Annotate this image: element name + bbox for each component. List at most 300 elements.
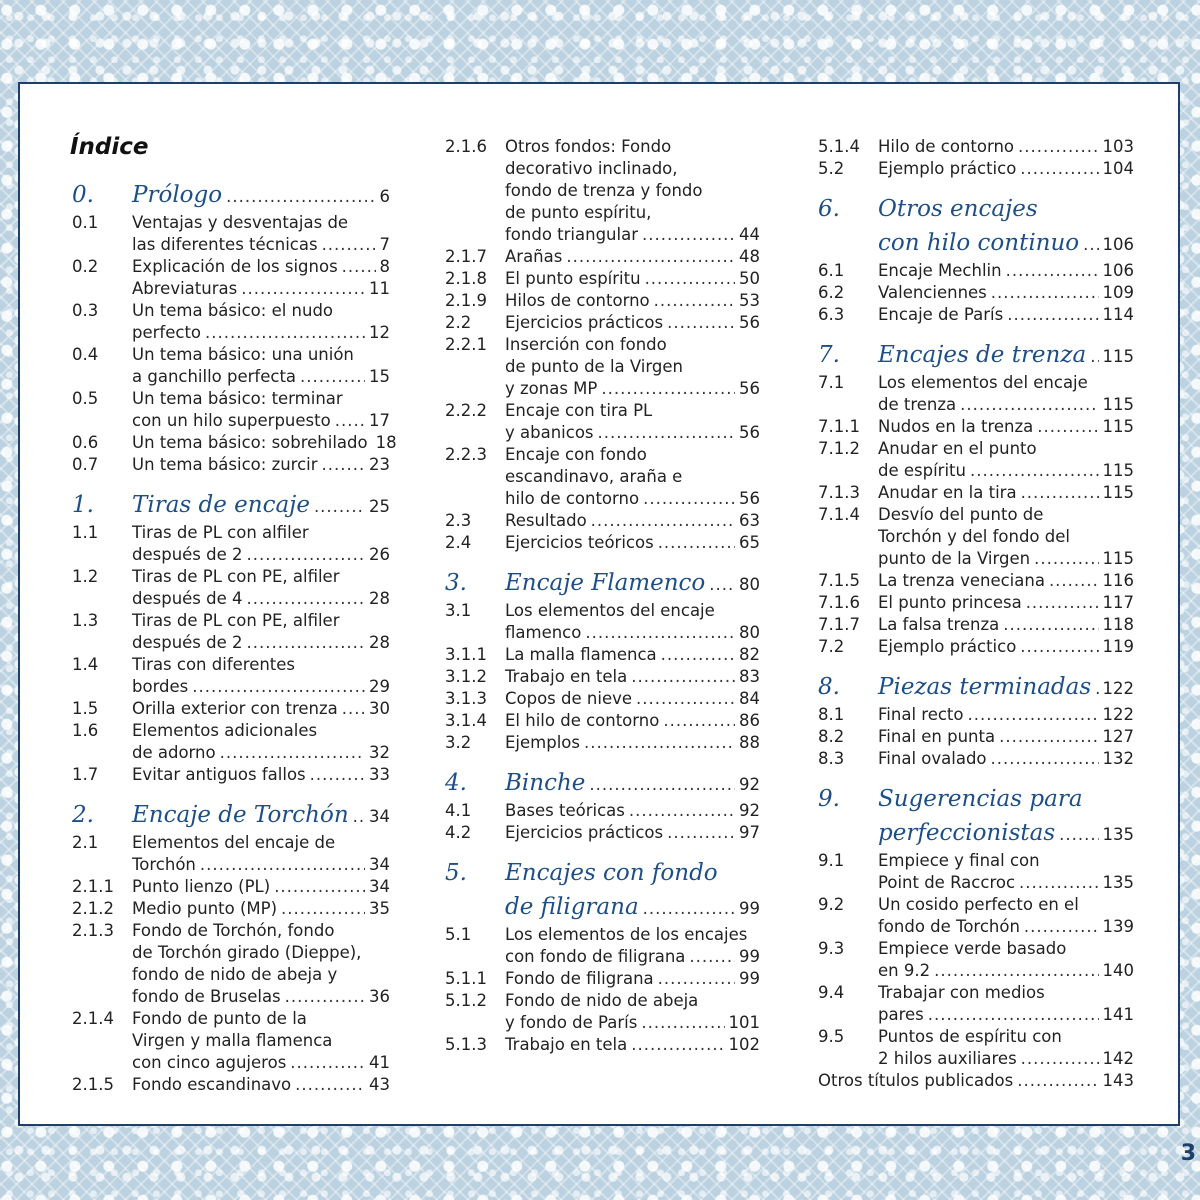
page-ref: 117 <box>1102 593 1134 612</box>
entry-number: 4.2 <box>445 823 472 842</box>
dot-leader <box>636 688 735 710</box>
page-ref: 15 <box>369 367 390 386</box>
entry-title: Tiras de PL con PE, alfiler <box>132 611 340 630</box>
entry-title: Nudos en la trenza <box>878 417 1034 436</box>
entry-number: 7.1.1 <box>818 417 860 436</box>
dot-leader <box>1059 818 1098 852</box>
page-ref: 28 <box>369 589 390 608</box>
dot-leader <box>928 1004 1099 1026</box>
page-ref: 34 <box>369 855 390 874</box>
dot-leader <box>960 394 1098 416</box>
toc-entry <box>445 268 760 290</box>
entry-title: Trabajo en tela <box>505 667 628 686</box>
entry-title: Encajes con fondo <box>505 860 718 886</box>
entry-title: fondo de Bruselas <box>132 987 281 1006</box>
dot-leader <box>1095 672 1098 706</box>
entry-number: 7.1 <box>818 373 845 392</box>
toc-entry <box>818 982 1134 1026</box>
entry-number: 7.1.7 <box>818 615 860 634</box>
toc-entry <box>72 454 390 476</box>
entry-number: 3.1.4 <box>445 711 487 730</box>
toc-entry <box>72 898 390 920</box>
page-ref: 139 <box>1102 917 1134 936</box>
entry-title: Ejemplo práctico <box>878 637 1017 656</box>
entry-number: 9.5 <box>818 1027 845 1046</box>
entry-number: 3.1.1 <box>445 645 487 664</box>
entry-number: 0.7 <box>72 455 99 474</box>
toc-entry <box>445 732 760 754</box>
dot-leader <box>200 854 365 876</box>
toc-entry <box>445 246 760 268</box>
entry-number: 1.7 <box>72 765 99 784</box>
entry-number: 2.2.1 <box>445 335 487 354</box>
index-heading: Índice <box>70 134 149 160</box>
page-ref: 12 <box>369 323 390 342</box>
entry-number: 3.1.3 <box>445 689 487 708</box>
page-ref: 92 <box>739 801 760 820</box>
entry-title: flamenco <box>505 623 582 642</box>
page-ref: 102 <box>728 1035 760 1054</box>
entry-number: 6.3 <box>818 305 845 324</box>
index-column-2 <box>445 84 760 1084</box>
entry-title: Los elementos del encaje <box>878 373 1088 392</box>
entry-title: Arañas <box>505 247 563 266</box>
entry-number: 9.3 <box>818 939 845 958</box>
toc-entry <box>445 666 760 688</box>
entry-title: Anudar en la tira <box>878 483 1017 502</box>
dot-leader <box>601 378 735 400</box>
entry-number: 2.1.8 <box>445 269 487 288</box>
entry-number: 1.6 <box>72 721 99 740</box>
entry-number: 2.1.4 <box>72 1009 114 1028</box>
chapter-entry <box>72 178 390 212</box>
toc-entry <box>445 644 760 666</box>
dot-leader <box>1021 1048 1099 1070</box>
toc-entry <box>445 600 760 644</box>
chapter-entry <box>818 338 1134 372</box>
entry-title: Fondo de punto de la <box>132 1009 307 1028</box>
toc-entry <box>818 372 1134 416</box>
toc-entry <box>818 570 1134 592</box>
entry-number: 3.1.2 <box>445 667 487 686</box>
page-ref: 142 <box>1102 1049 1134 1068</box>
entry-number: 8. <box>818 674 840 700</box>
entry-number: 7.1.6 <box>818 593 860 612</box>
entry-title: Tiras de PL con alfiler <box>132 523 309 542</box>
page-ref: 44 <box>739 225 760 244</box>
page-ref: 99 <box>739 947 760 966</box>
toc-entry <box>818 748 1134 770</box>
dot-leader <box>1003 614 1098 636</box>
entry-title: y abanicos <box>505 423 594 442</box>
page-ref: 115 <box>1102 417 1134 436</box>
dot-leader <box>353 800 365 834</box>
index-column-3 <box>818 84 1134 1090</box>
entry-title: Encaje de París <box>878 305 1004 324</box>
entry-number: 1.3 <box>72 611 99 630</box>
entry-title: fondo de Torchón <box>878 917 1020 936</box>
entry-number: 5.1.1 <box>445 969 487 988</box>
page-ref: 115 <box>1102 549 1134 568</box>
page-ref: 80 <box>739 623 760 642</box>
dot-leader <box>226 180 375 214</box>
toc-entry <box>818 136 1134 158</box>
entry-number: 4. <box>445 770 467 796</box>
chapter-entry <box>818 192 1134 260</box>
entry-number: 9.2 <box>818 895 845 914</box>
dot-leader <box>290 1052 365 1074</box>
dot-leader <box>591 510 735 532</box>
entry-title: 2 hilos auxiliares <box>878 1049 1017 1068</box>
entry-number: 3.2 <box>445 733 472 752</box>
entry-title: Desvío del punto de <box>878 505 1044 524</box>
dot-leader <box>598 422 735 444</box>
entry-number: 1.4 <box>72 655 99 674</box>
dot-leader <box>643 892 735 926</box>
page-ref: 140 <box>1102 961 1134 980</box>
entry-number: 5.1 <box>445 925 472 944</box>
dot-leader <box>1018 136 1098 158</box>
entry-number: 1.2 <box>72 567 99 586</box>
entry-title: Final recto <box>878 705 964 724</box>
index-column-1 <box>72 84 397 1094</box>
entry-title: Orilla exterior con trenza <box>132 699 338 718</box>
page-ref: 88 <box>739 733 760 752</box>
toc-entry <box>445 400 760 444</box>
toc-entry <box>818 704 1134 726</box>
page-ref: 83 <box>739 667 760 686</box>
entry-number: 2.1 <box>72 833 99 852</box>
entry-number: 5. <box>445 860 467 886</box>
entry-title: Otros encajes <box>878 196 1038 222</box>
entry-title: de punto de la Virgen <box>505 357 683 376</box>
entry-number: 8.3 <box>818 749 845 768</box>
toc-entry <box>72 876 390 898</box>
toc-entry <box>445 968 760 990</box>
page-ref: 84 <box>739 689 760 708</box>
page-ref: 23 <box>369 455 390 474</box>
toc-entry <box>445 822 760 844</box>
dot-leader <box>1049 570 1099 592</box>
entry-title: Fondo de Torchón, fondo <box>132 921 335 940</box>
page-ref: 82 <box>739 645 760 664</box>
entry-title: Torchón <box>132 855 196 874</box>
page-ref: 86 <box>739 711 760 730</box>
chapter-entry <box>445 856 760 924</box>
entry-title: Ventajas y desventajas de <box>132 213 349 232</box>
entry-title: Encaje con fondo <box>505 445 647 464</box>
dot-leader <box>281 898 365 920</box>
entry-title: Un tema básico: una unión <box>132 345 354 364</box>
page-ref: 115 <box>1102 461 1134 480</box>
toc-entry <box>445 312 760 334</box>
entry-number: 2.1.7 <box>445 247 487 266</box>
page-ref: 116 <box>1102 571 1134 590</box>
entry-title: Tiras con diferentes <box>132 655 296 674</box>
page-ref: 56 <box>739 379 760 398</box>
page-ref: 17 <box>369 411 390 430</box>
page-ref: 53 <box>739 291 760 310</box>
chapter-entry <box>72 798 390 832</box>
page-ref: 109 <box>1102 283 1134 302</box>
entry-title: Hilos de contorno <box>505 291 650 310</box>
entry-title: Punto lienzo (PL) <box>132 877 271 896</box>
page-ref: 56 <box>739 313 760 332</box>
toc-entry <box>445 990 760 1034</box>
toc-entry <box>72 698 390 720</box>
entry-title: Un tema básico: sobrehilado <box>132 433 368 452</box>
dot-leader <box>1019 872 1098 894</box>
dot-leader <box>300 366 365 388</box>
dot-leader <box>1034 548 1098 570</box>
toc-entry <box>818 1026 1134 1070</box>
entry-title: escandinavo, araña e <box>505 467 683 486</box>
entry-number: 6.1 <box>818 261 845 280</box>
entry-title: perfecto <box>132 323 202 342</box>
dot-leader <box>642 224 735 246</box>
page-ref: 115 <box>1102 483 1134 502</box>
dot-leader <box>1007 304 1098 326</box>
entry-title: Inserción con fondo <box>505 335 667 354</box>
entry-title: de espíritu <box>878 461 966 480</box>
entry-number: 2.3 <box>445 511 472 530</box>
entry-title: Ejercicios prácticos <box>505 823 664 842</box>
dot-leader <box>967 704 1098 726</box>
dot-leader <box>335 410 365 432</box>
page-ref: 48 <box>739 247 760 266</box>
entry-title: Fondo de filigrana <box>505 969 654 988</box>
page-ref: 97 <box>739 823 760 842</box>
entry-title: Point de Raccroc <box>878 873 1016 892</box>
page-ref: 80 <box>739 575 760 594</box>
entry-title: Binche <box>505 770 586 796</box>
page-ref: 127 <box>1102 727 1134 746</box>
dot-leader <box>654 290 735 312</box>
entry-number: 2.4 <box>445 533 472 552</box>
entry-title: de filigrana <box>505 894 639 920</box>
dot-leader <box>220 742 365 764</box>
dot-leader <box>566 246 735 268</box>
toc-entry <box>818 260 1134 282</box>
page-ref: 6 <box>379 187 390 206</box>
dot-leader <box>631 1034 724 1056</box>
entry-title: fondo triangular <box>505 225 638 244</box>
toc-entry <box>72 300 390 344</box>
toc-entry <box>818 636 1134 658</box>
entry-title: Medio punto (MP) <box>132 899 278 918</box>
entry-number: 7. <box>818 342 840 368</box>
entry-title: después de 2 <box>132 545 243 564</box>
entry-title: Copos de nieve <box>505 689 633 708</box>
entry-title: Resultado <box>505 511 587 530</box>
dot-leader <box>1017 1070 1098 1092</box>
chapter-entry <box>445 766 760 800</box>
entry-title: Encaje de Torchón <box>132 802 349 828</box>
toc-entry <box>72 764 390 786</box>
entry-title: fondo de nido de abeja y <box>132 965 338 984</box>
entry-number: 5.1.3 <box>445 1035 487 1054</box>
entry-title: punto de la Virgen <box>878 549 1031 568</box>
page-ref: 118 <box>1102 615 1134 634</box>
toc-entry <box>818 438 1134 482</box>
entry-title: con un hilo superpuesto <box>132 411 331 430</box>
page-ref: 41 <box>369 1053 390 1072</box>
page-ref: 43 <box>369 1075 390 1094</box>
page-ref: 56 <box>739 423 760 442</box>
entry-number: 5.1.2 <box>445 991 487 1010</box>
entry-title: Trabajar con medios <box>878 983 1045 1002</box>
entry-title: a ganchillo perfecta <box>132 367 297 386</box>
toc-entry <box>818 592 1134 614</box>
entry-title: Empiece y final con <box>878 851 1040 870</box>
toc-entry <box>72 832 390 876</box>
entry-title: El punto espíritu <box>505 269 641 288</box>
chapter-entry <box>818 782 1134 850</box>
page-ref: 33 <box>369 765 390 784</box>
entry-title: Fondo de nido de abeja <box>505 991 699 1010</box>
dot-leader <box>643 488 735 510</box>
toc-entry <box>818 482 1134 504</box>
dot-leader <box>342 698 365 720</box>
entry-number: 0. <box>72 182 94 208</box>
dot-leader <box>322 234 376 256</box>
toc-entry <box>818 282 1134 304</box>
toc-entry <box>818 158 1134 180</box>
entry-title: las diferentes técnicas <box>132 235 318 254</box>
toc-entry <box>445 800 760 822</box>
page-ref: 35 <box>369 899 390 918</box>
entry-title: de punto espíritu, <box>505 203 652 222</box>
dot-leader <box>1021 482 1099 504</box>
entry-title: Ejemplo práctico <box>878 159 1017 178</box>
dot-leader <box>970 460 1099 482</box>
entry-number: 8.2 <box>818 727 845 746</box>
entry-number: 7.2 <box>818 637 845 656</box>
entry-title: con fondo de filigrana <box>505 947 686 966</box>
toc-entry <box>445 444 760 510</box>
dot-leader <box>709 568 735 602</box>
entry-number: 9.4 <box>818 983 845 1002</box>
entry-number: 4.1 <box>445 801 472 820</box>
dot-leader <box>1037 416 1098 438</box>
page-ref: 34 <box>369 877 390 896</box>
toc-entry <box>72 610 390 654</box>
chapter-entry <box>818 670 1134 704</box>
entry-number: 2. <box>72 802 94 828</box>
entry-number: 2.1.6 <box>445 137 487 156</box>
entry-title: y fondo de París <box>505 1013 638 1032</box>
toc-entry <box>72 256 390 278</box>
entry-number: 2.1.3 <box>72 921 114 940</box>
entry-title: decorativo inclinado, <box>505 159 678 178</box>
entry-title: Ejercicios teóricos <box>505 533 654 552</box>
dot-leader <box>247 588 365 610</box>
dot-leader <box>192 676 365 698</box>
entry-number: 2.2 <box>445 313 472 332</box>
toc-entry <box>818 726 1134 748</box>
entry-number: 8.1 <box>818 705 845 724</box>
page-ref: 119 <box>1102 637 1134 656</box>
entry-number: 7.1.2 <box>818 439 860 458</box>
toc-entry <box>818 1070 1134 1092</box>
entry-title: en 9.2 <box>878 961 931 980</box>
entry-number: 6. <box>818 196 840 222</box>
page-ref: 141 <box>1102 1005 1134 1024</box>
page-ref: 8 <box>379 257 390 276</box>
dot-leader <box>285 986 365 1008</box>
toc-entry <box>818 894 1134 938</box>
dot-leader <box>658 532 735 554</box>
entry-title: de adorno <box>132 743 216 762</box>
entry-number: 7.1.4 <box>818 505 860 524</box>
page-ref: 92 <box>739 775 760 794</box>
toc-entry <box>818 416 1134 438</box>
page-ref: 36 <box>369 987 390 1006</box>
entry-title: Fondo escandinavo <box>132 1075 292 1094</box>
entry-title: Final ovalado <box>878 749 987 768</box>
index-panel <box>18 82 1180 1126</box>
toc-entry <box>72 388 390 432</box>
page-ref: 11 <box>369 279 390 298</box>
page-ref: 122 <box>1102 679 1134 698</box>
dot-leader <box>661 644 735 666</box>
dot-leader <box>1020 636 1098 658</box>
entry-title: de Torchón girado (Dieppe), <box>132 943 362 962</box>
entry-number: 0.1 <box>72 213 99 232</box>
entry-title: Un cosido perfecto en el <box>878 895 1079 914</box>
page-ref: 106 <box>1102 261 1134 280</box>
dot-leader <box>1026 592 1099 614</box>
entry-number: 3. <box>445 570 467 596</box>
entry-title: Un tema básico: zurcir <box>132 455 318 474</box>
dot-leader <box>310 764 365 786</box>
entry-title: con hilo continuo <box>878 230 1080 256</box>
entry-number: 5.2 <box>818 159 845 178</box>
toc-entry <box>818 850 1134 894</box>
entry-number: 3.1 <box>445 601 472 620</box>
entry-title: de trenza <box>878 395 957 414</box>
entry-title: Un tema básico: el nudo <box>132 301 334 320</box>
entry-number: 9.1 <box>818 851 845 870</box>
toc-entry <box>72 432 397 454</box>
toc-entry <box>818 938 1134 982</box>
dot-leader <box>1083 228 1098 262</box>
page-ref: 26 <box>369 545 390 564</box>
toc-entry <box>818 504 1134 570</box>
dot-leader <box>1020 158 1098 180</box>
chapter-entry <box>72 488 390 522</box>
dot-leader <box>1090 340 1098 374</box>
entry-title: Encaje Mechlin <box>878 261 1002 280</box>
entry-title: Prólogo <box>132 182 223 208</box>
dot-leader <box>629 800 735 822</box>
entry-title: Trabajo en tela <box>505 1035 628 1054</box>
entry-title: y zonas MP <box>505 379 598 398</box>
entry-number: 2.2.2 <box>445 401 487 420</box>
entry-title: Valenciennes <box>878 283 987 302</box>
toc-entry <box>72 920 390 1008</box>
dot-leader <box>205 322 365 344</box>
toc-entry <box>72 654 390 698</box>
dot-leader <box>663 710 735 732</box>
page-ref: 135 <box>1102 825 1134 844</box>
toc-entry <box>72 1008 390 1074</box>
dot-leader <box>247 544 365 566</box>
entry-title: Virgen y malla flamenca <box>132 1031 333 1050</box>
entry-title: Empiece verde basado <box>878 939 1067 958</box>
page-ref: 115 <box>1102 347 1134 366</box>
dot-leader <box>641 1012 724 1034</box>
